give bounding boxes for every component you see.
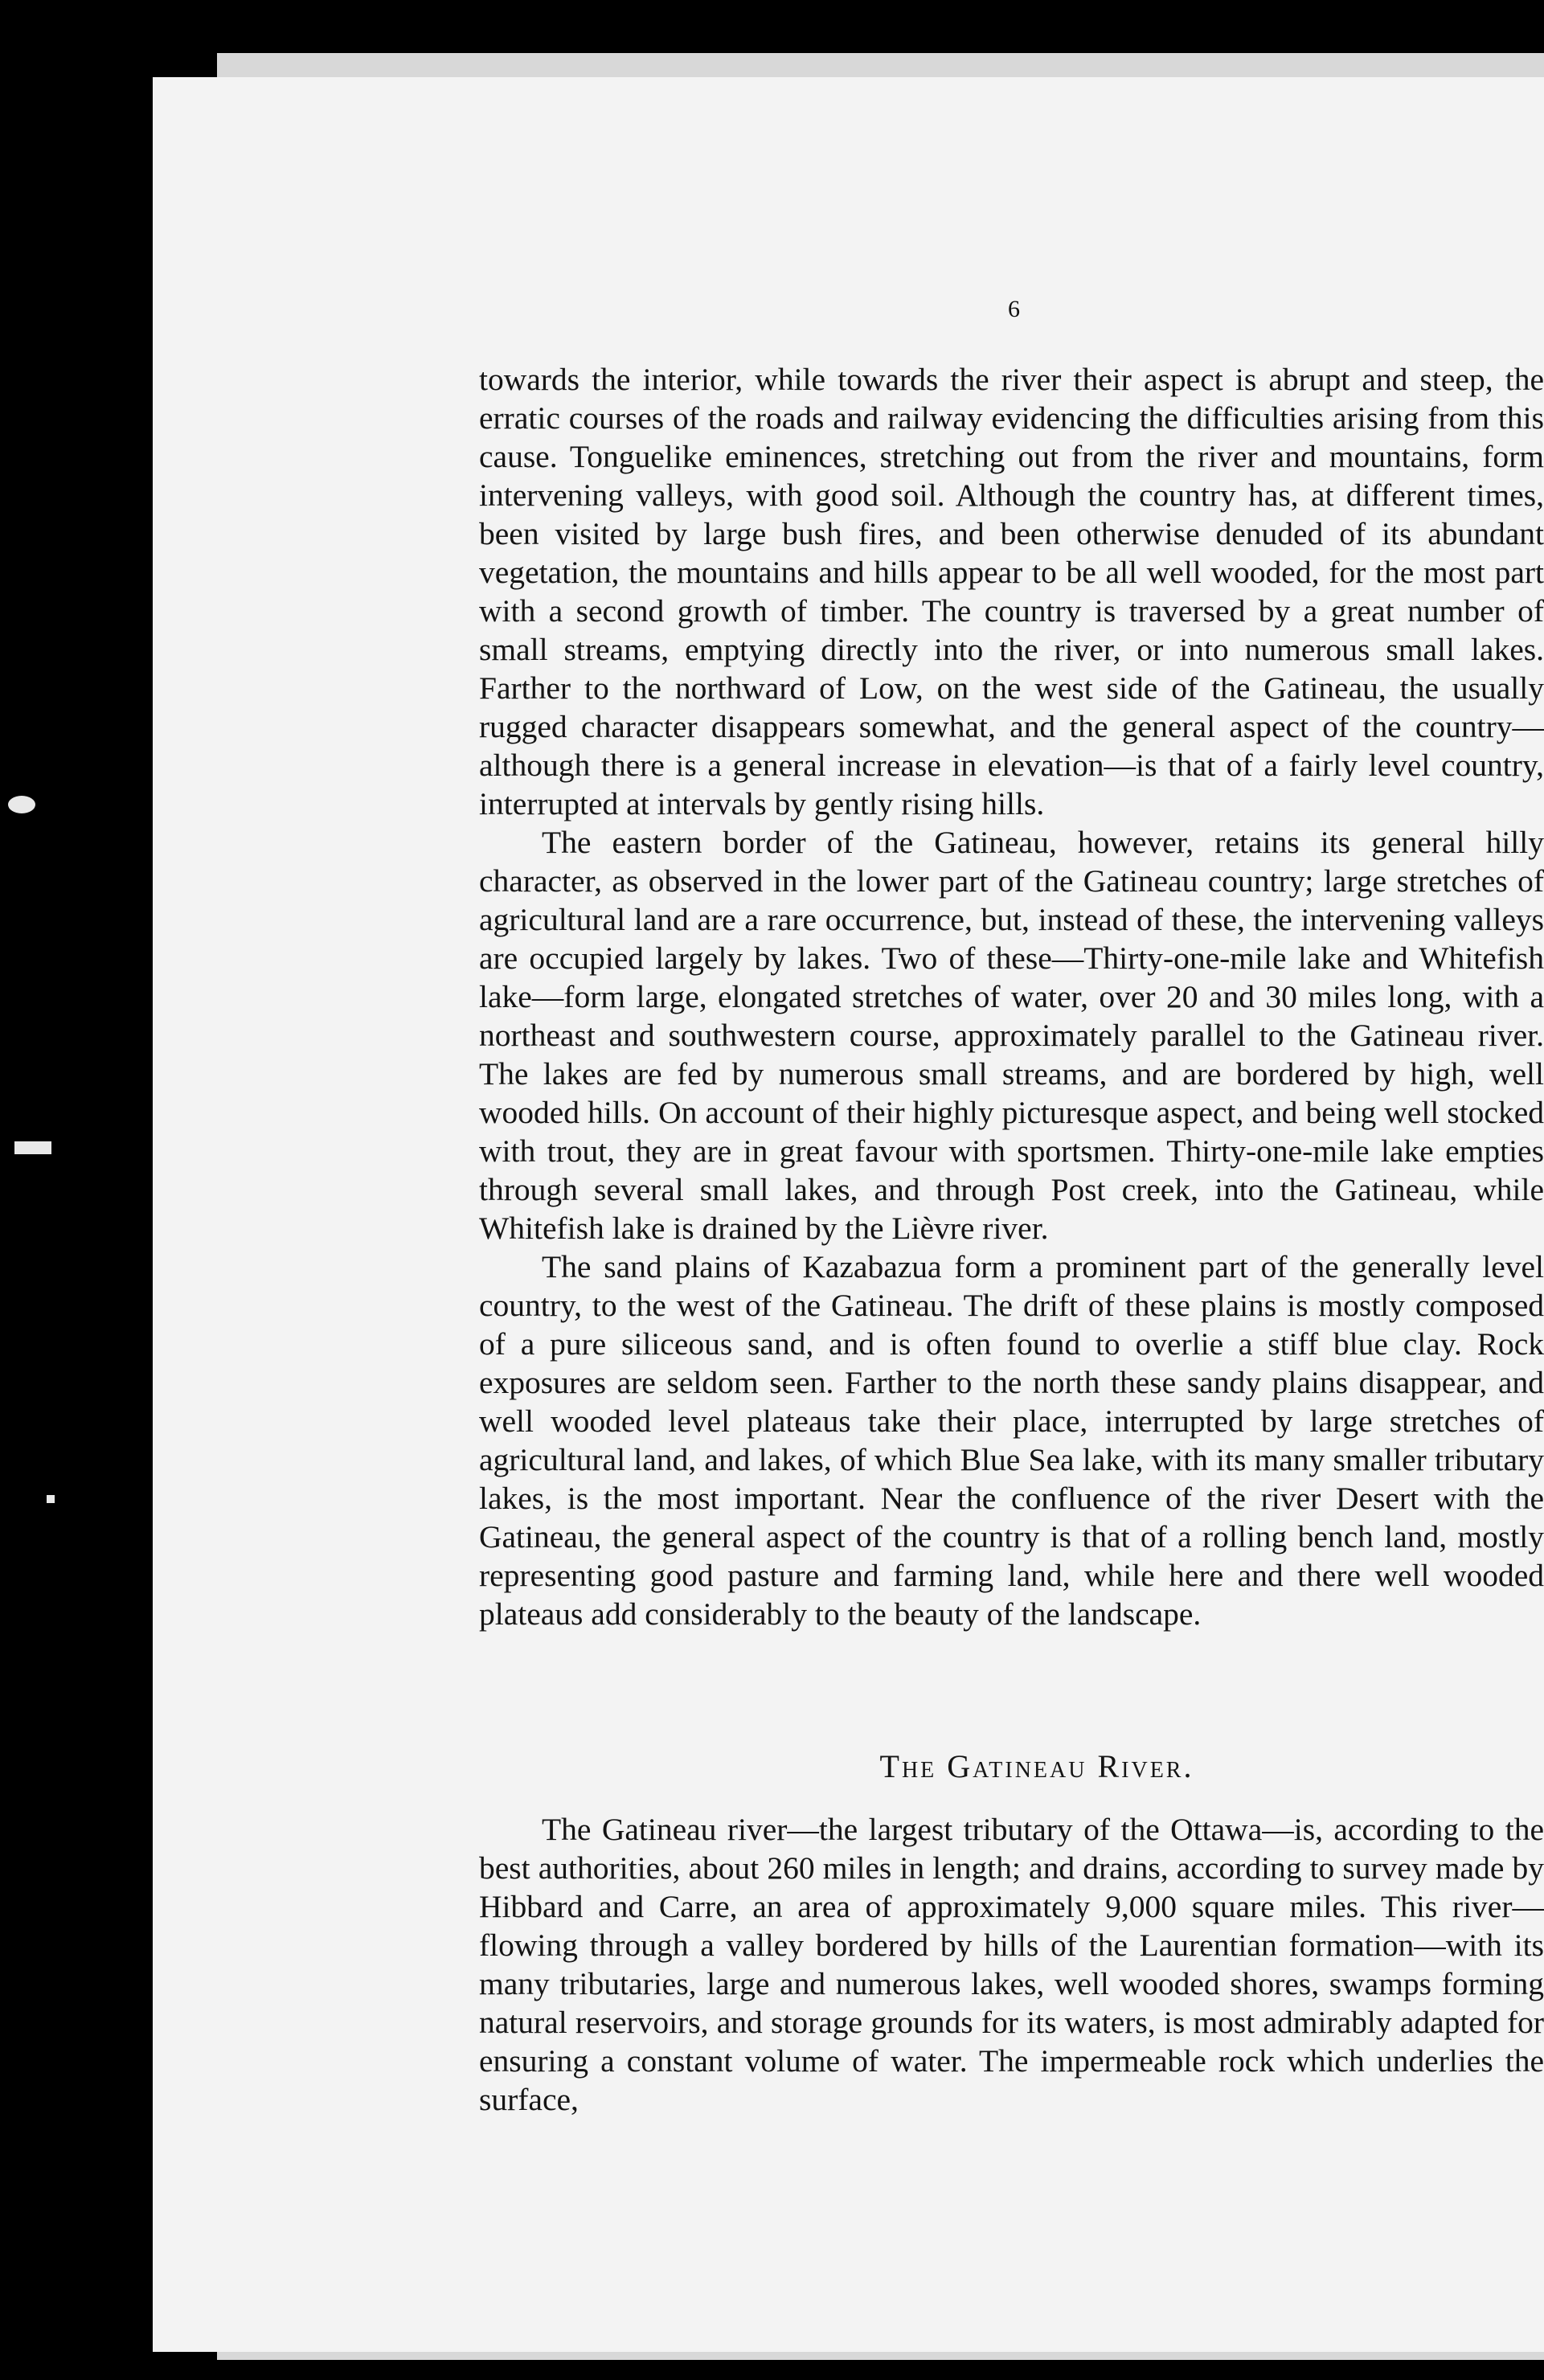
section-two-text — [479, 1810, 1544, 2119]
page-number: 6 — [1008, 296, 1020, 322]
paragraph: towards the interior, while towards the river their aspect is abrupt and steep, the erratic courses of the roads and railway evidencing the difficulties arising from this cause. Tonguelike eminences, stretching out from the river and mountains, form intervening valleys, with good soil. Although the country has, at different times, been visited by large bush fires, and been otherwise denuded of its abundant vegetation, the mountains and hills appear to be all well wooded, for the most part with a second growth of timber. The country is traversed by a great number of small streams, emptying directly into the river, or into numerous small lakes. Farther to the northward of Low, on the west side of the Gatineau, the usually rugged character disappears somewhat, and the general aspect of the country—although there is a general increase in elevation—is that of a fairly level country, interrupted at intervals by gently rising hills. — [479, 362, 1544, 821]
paragraph: The sand plains of Kazabazua form a prominent part of the generally level country, to the west of the Gatineau. The drift of these plains is mostly composed of a pure siliceous sand, and is often found to overlie a stiff blue clay. Rock exposures are seldom seen. Farther to the north these sandy plains disappear, and well wooded level plateaus take their place, interrupted by large stretches of agricultural land, and lakes, of which Blue Sea lake, with its many smaller tributary lakes, is the most important. Near the confluence of the river Desert with the Gatineau, the general aspect of the country is that of a rolling bench land, mostly representing good pasture and farming land, while here and there well wooded plateaus add considerably to the beauty of the landscape. — [479, 1249, 1544, 1632]
margin-mark — [14, 1141, 51, 1154]
paragraph: The Gatineau river—the largest tributary of the Ottawa—is, according to the best authorities, about 260 miles in length; and drains, according to survey made by Hibbard and Carre, an area of approximately 9,000 square miles. This river—flowing through a valley bordered by hills of the Laurentian formation—with its many tributaries, large and numerous lakes, well wooded shores, swamps forming natural reservoirs, and storage grounds for its waters, is most admirably adapted for ensuring a constant volume of water. The impermeable rock which underlies the surface, — [479, 1812, 1544, 2117]
margin-mark — [8, 796, 35, 813]
paragraph: The eastern border of the Gatineau, however, retains its general hilly character, as observed in the lower part of the Gatineau country; large stretches of agricultural land are a rare occurrence, but, instead of these, the intervening valleys are occupied largely by lakes. Two of these—Thirty-one-mile lake and Whitefish lake—form large, elongated stretches of water, over 20 and 30 miles long, with a northeast and southwestern course, approximately parallel to the Gatineau river. The lakes are fed by numerous small streams, and are bordered by high, well wooded hills. On account of their highly picturesque aspect, and being well stocked with trout, they are in great favour with sportsmen. Thirty-one-mile lake empties through several small lakes, and through Post creek, into the Gatineau, while Whitefish lake is drained by the Lièvre river. — [479, 825, 1544, 1246]
margin-mark — [47, 1495, 55, 1503]
section-heading: The Gatineau River. — [879, 1748, 1194, 1784]
section-one-text — [479, 360, 1544, 1633]
